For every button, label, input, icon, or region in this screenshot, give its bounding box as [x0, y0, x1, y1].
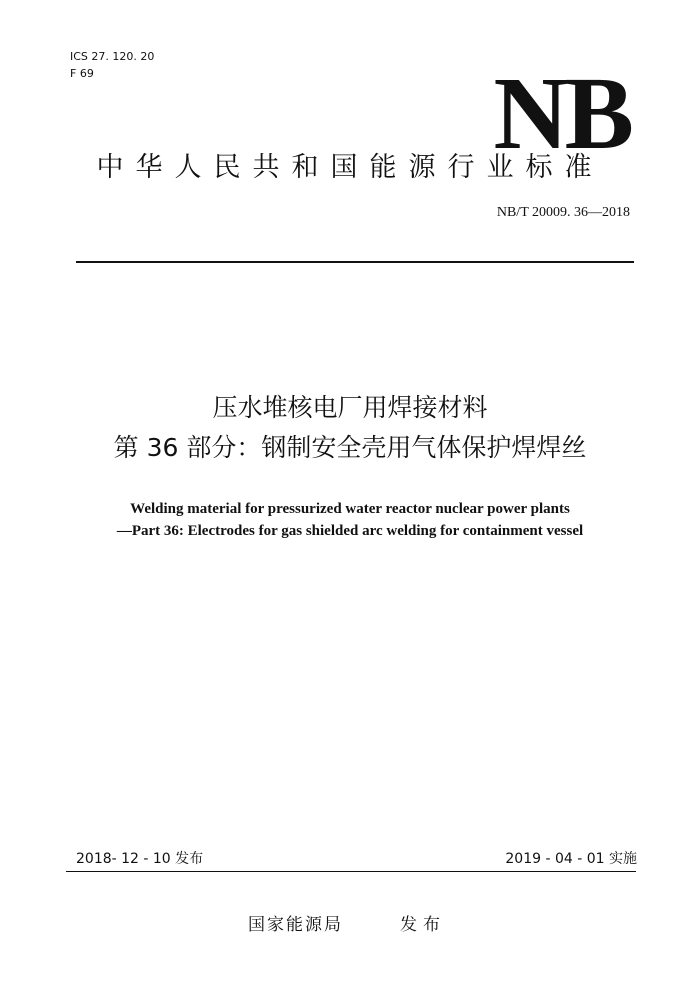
header-divider	[76, 261, 634, 263]
nb-logo: NB	[493, 56, 630, 171]
issue-date: 2018- 12 - 10 发布	[76, 851, 204, 867]
organization-title: 中华人民共和国能源行业标准	[96, 152, 604, 183]
classification-code: F 69	[70, 67, 94, 80]
footer-divider	[66, 871, 636, 872]
title-english-line2: —Part 36: Electrodes for gas shielded arc welding for containment vessel	[116, 523, 584, 539]
standard-code: NB/T 20009. 36—2018	[496, 205, 630, 220]
ics-number: ICS 27. 120. 20	[70, 50, 155, 63]
title-english-line1: Welding material for pressurized water reactor nuclear power plants	[130, 501, 570, 517]
title-chinese-line1: 压水堆核电厂用焊接材料	[212, 393, 488, 422]
issued-label: 发布	[400, 915, 446, 935]
title-chinese-line2: 第 36 部分：钢制安全壳用气体保护焊焊丝	[113, 433, 587, 462]
issuing-authority: 国家能源局	[248, 915, 343, 935]
implementation-date: 2019 - 04 - 01 实施	[505, 851, 637, 867]
